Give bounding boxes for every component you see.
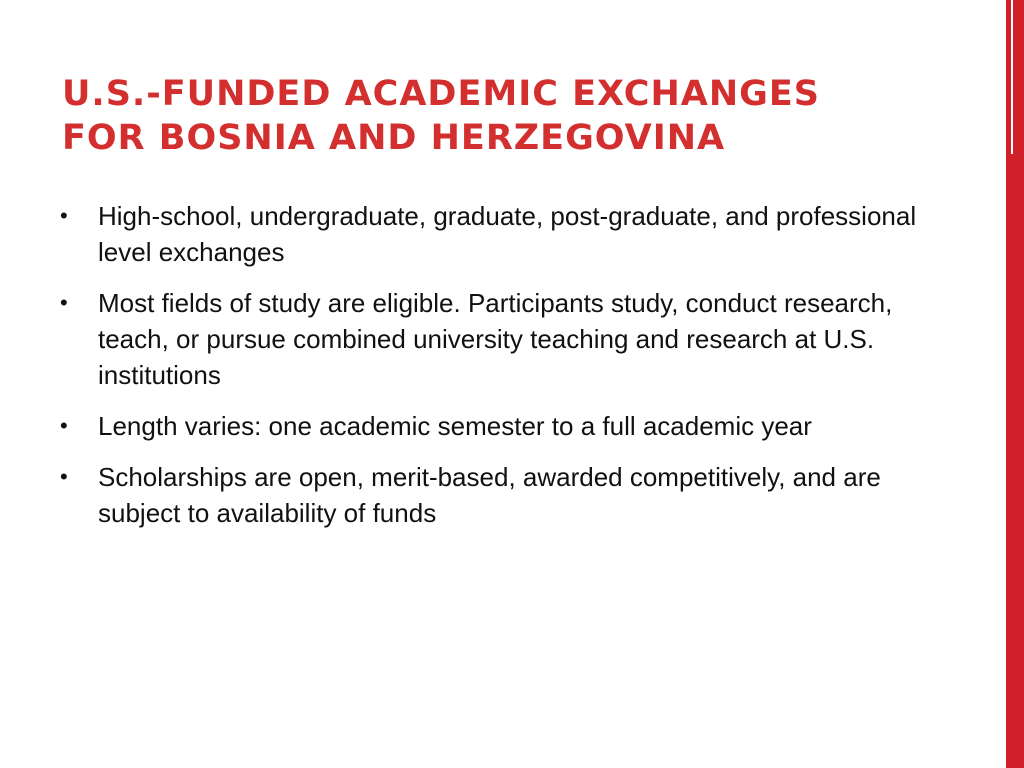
- bullet-marker: •: [60, 203, 68, 228]
- slide-title-line-1: U.S.-FUNDED ACADEMIC EXCHANGES: [62, 74, 820, 114]
- bullet-item-scholarships: [60, 459, 920, 531]
- bullet-text: High-school, undergraduate, graduate, post-graduate, and professional level exchanges: [98, 201, 917, 267]
- bullet-marker: •: [60, 464, 68, 489]
- bullet-text: Length varies: one academic semester to a full academic year: [98, 411, 812, 441]
- bullet-item-exchange-levels: [60, 198, 920, 270]
- bullet-item-length: [60, 408, 920, 444]
- bullet-item-fields-of-study: [60, 285, 920, 393]
- bullet-marker: •: [60, 413, 68, 438]
- slide-title: [62, 72, 962, 160]
- right-accent-bar: [1006, 0, 1024, 768]
- bullet-text: Most fields of study are eligible. Participants study, conduct research, teach, or pursue combined university teaching and research at U.S. institutions: [98, 288, 893, 390]
- bullet-marker: •: [60, 290, 68, 315]
- accent-bar-divider: [1011, 0, 1013, 154]
- slide-title-line-2: FOR BOSNIA AND HERZEGOVINA: [62, 118, 726, 158]
- bullet-list: [60, 198, 920, 546]
- bullet-text: Scholarships are open, merit-based, awarded competitively, and are subject to availability of funds: [98, 462, 881, 528]
